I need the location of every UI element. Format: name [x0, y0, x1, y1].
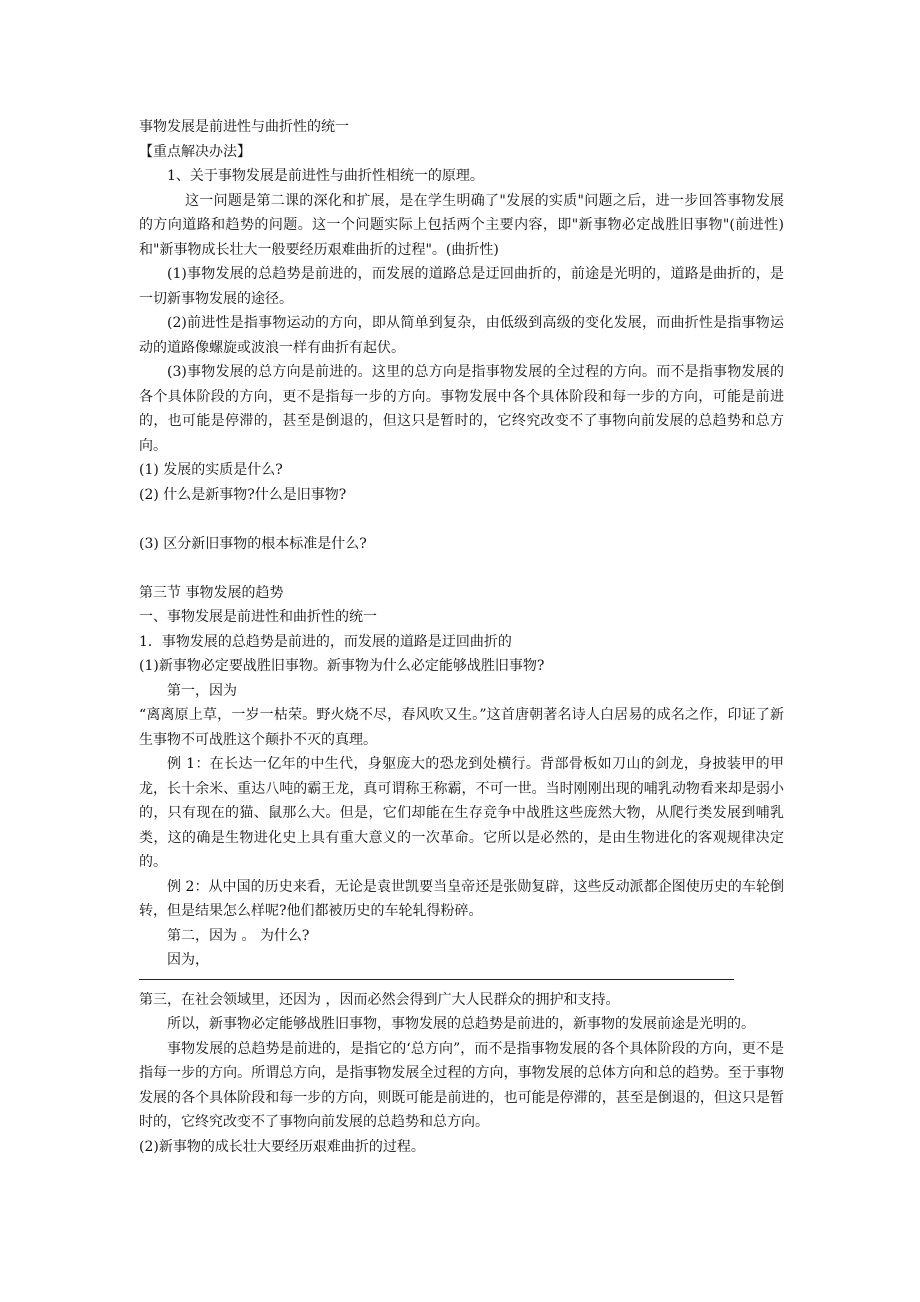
point-1-heading: 1、关于事物发展是前进性与曲折性相统一的原理。 — [167, 168, 484, 184]
subsection-1-1-2: (2)新事物的成长壮大要经历艰难曲折的过程。 — [139, 1138, 425, 1155]
section-3-title: 第三节 事物发展的趋势 — [139, 584, 284, 601]
paragraph-2: (2)前进性是指事物运动的方向，即从简单到复杂，由低级到高级的变化发展，而曲折性是指事物运动的道路像螺旋或波浪一样有曲折有起伏。 — [139, 315, 784, 356]
second-reason: 第二，因为 。 为什么? — [167, 927, 310, 944]
intro-paragraph: 这一问题是第二课的深化和扩展，是在学生明确了"发展的实质"问题之后，进一步回答事物发展的方向道路和趋势的问题。这一个问题实际上包括两个主要内容，即"新事物必定战胜旧事物"(前进性)和"新事物成长壮大一般要经历艰难曲折的过程"。(曲折性) — [139, 192, 784, 258]
conclusion-paragraph: 所以，新事物必定能够战胜旧事物，事物发展的总趋势是前进的，新事物的发展前途是光明的。 — [167, 1016, 755, 1032]
paragraph-3: (3)事物发展的总方向是前进的。这里的总方向是指事物发展的全过程的方向。而不是指事物发展的各个具体阶段的方向，更不是指每一步的方向。事物发展中各个具体阶段和每一步的方向，可能是前进的，也可能是停滞的，甚至是倒退的，但这只是暂时的，它终究改变不了事物向前发展的总趋势和总方向。 — [139, 364, 784, 454]
total-direction-paragraph: 事物发展的总趋势是前进的，是指它的‘总方向”，而不是指事物发展的各个具体阶段的方向，更不是指每一步的方向。所谓总方向，是指事物发展全过程的方向，事物发展的总体方向和总的趋势。至于事物发展的各个具体阶段和每一步的方向，则既可能是前进的，也可能是停滞的，甚至是倒退的，但这只是暂时的，它终究改变不了事物向前发展的总趋势和总方向。 — [139, 1040, 784, 1130]
example-1: 例 1：在长达一亿年的中生代，身躯庞大的恐龙到处横行。背部骨板如刀山的剑龙，身披装甲的甲龙，长十余米、重达八吨的霸王龙，真可谓称王称霸，不可一世。当时刚刚出现的哺乳动物看来却是弱小的，只有现在的猫、鼠那么大。但是，它们却能在生存竞争中战胜这些庞然大物，从爬行类发展到哺乳类，这的确是生物进化史上具有重大意义的一次革命。它所以是必然的，是由生物进化的客观规律决定的。 — [139, 756, 784, 870]
question-2: (2) 什么是新事物?什么是旧事物? — [139, 486, 347, 503]
spacer — [139, 556, 784, 581]
because-line: 因为， — [167, 952, 209, 968]
document-title: 事物发展是前进性与曲折性的统一 — [139, 119, 349, 135]
section-heading: 【重点解决办法】 — [139, 143, 251, 160]
document-page — [139, 115, 784, 1159]
question-3: (3) 区分新旧事物的根本标准是什么? — [139, 535, 367, 552]
subsection-1-1-1: (1)新事物必定要战胜旧事物。新事物为什么必定能够战胜旧事物? — [139, 658, 545, 674]
spacer — [139, 507, 784, 532]
question-1: (1) 发展的实质是什么? — [139, 462, 283, 478]
third-reason: 第三，在社会领域里，还因为 ，因而必然会得到广大人民群众的拥护和支持。 — [139, 991, 620, 1008]
divider-line — [139, 979, 734, 980]
first-reason: 第一，因为 — [167, 682, 237, 699]
subsection-1-1: 1．事物发展的总趋势是前进的，而发展的道路是迂回曲折的 — [139, 633, 512, 650]
example-2: 例 2：从中国的历史来看，无论是袁世凯要当皇帝还是张勋复辟，这些反动派都企图使历史的车轮倒转，但是结果怎么样呢?他们都被历史的车轮轧得粉碎。 — [139, 878, 784, 919]
poem-paragraph: “离离原上草，一岁一枯荣。野火烧不尽，春风吹又生。”这首唐朝著名诗人白居易的成名之作，印证了新生事物不可战胜这个颠扑不灭的真理。 — [139, 707, 784, 748]
subsection-1: 一、事物发展是前进性和曲折性的统一 — [139, 609, 377, 625]
paragraph-1: (1)事物发展的总趋势是前进的，而发展的道路总是迂回曲折的，前途是光明的，道路是曲折的，是一切新事物发展的途径。 — [139, 266, 784, 307]
